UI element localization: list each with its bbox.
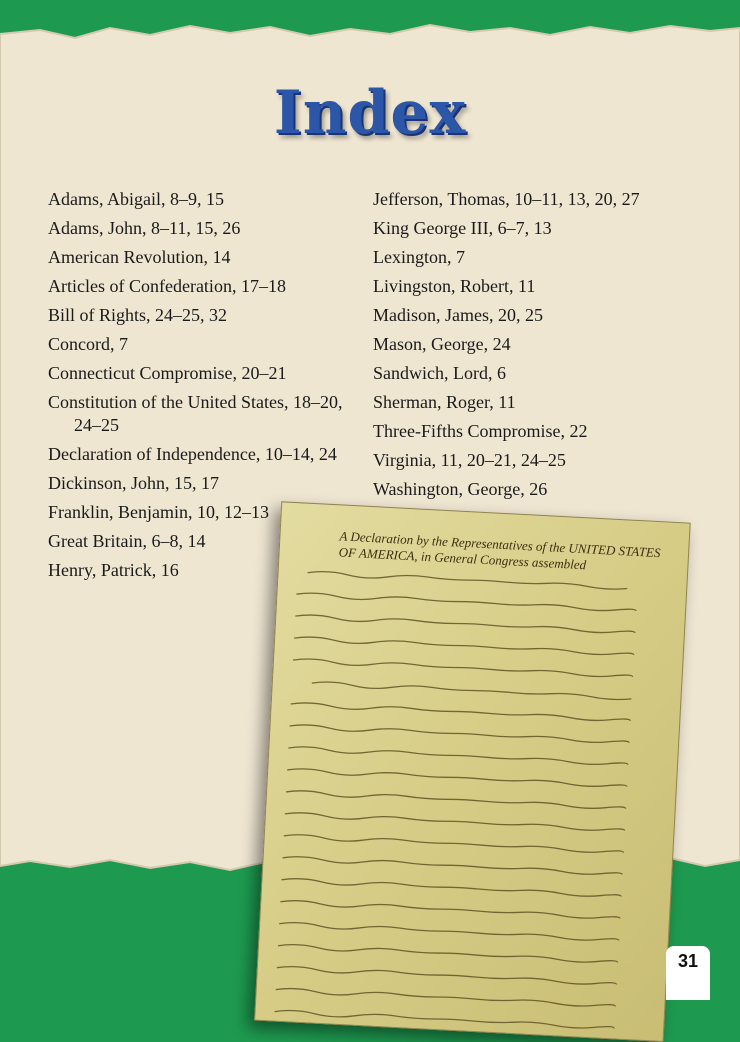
index-entry: King George III, 6–7, 13: [373, 218, 552, 238]
index-entry: Declaration of Independence, 10–14, 24: [48, 444, 337, 464]
page-title: Index: [273, 78, 467, 148]
index-entry: Articles of Confederation, 17–18: [48, 276, 286, 296]
index-entry: Lexington, 7: [373, 247, 465, 267]
index-entry: Bill of Rights, 24–25, 32: [48, 305, 228, 325]
index-entry: Great Britain, 6–8, 14: [48, 531, 206, 551]
index-entry: Franklin, Benjamin, 10, 12–13: [48, 502, 269, 522]
index-entry: Three-Fifths Compromise, 22: [373, 421, 588, 441]
index-entry: Henry, Patrick, 16: [48, 560, 179, 580]
index-column-right: [373, 188, 713, 507]
index-entry: Adams, Abigail, 8–9, 15: [48, 189, 224, 209]
index-entry: Livingston, Robert, 11: [373, 276, 536, 296]
manuscript-handwriting: [254, 501, 691, 1042]
index-entry: Adams, John, 8–11, 15, 26: [48, 218, 241, 238]
page-number-tab: [666, 946, 710, 1000]
index-entry: Virginia, 11, 20–21, 24–25: [373, 450, 566, 470]
index-entry: Constitution of the United States, 18–20, 24–25: [48, 392, 343, 435]
index-entry: Sandwich, Lord, 6: [373, 363, 506, 383]
index-entry: Washington, George, 26: [373, 479, 548, 499]
page-number: 31: [677, 951, 699, 971]
index-entry: Mason, George, 24: [373, 334, 511, 354]
index-entry: Connecticut Compromise, 20–21: [48, 363, 287, 383]
declaration-manuscript-image: [254, 501, 691, 1042]
index-entry: Sherman, Roger, 11: [373, 392, 516, 412]
index-entry: American Revolution, 14: [48, 247, 231, 267]
index-entry: Madison, James, 20, 25: [373, 305, 543, 325]
index-entry: Jefferson, Thomas, 10–11, 13, 20, 27: [373, 189, 640, 209]
manuscript-heading: A Declaration by the Representatives of the UNITED STATES OF AMERICA, in General Congress assembled: [338, 528, 661, 573]
index-entry: Concord, 7: [48, 334, 128, 354]
index-entry: Dickinson, John, 15, 17: [48, 473, 219, 493]
